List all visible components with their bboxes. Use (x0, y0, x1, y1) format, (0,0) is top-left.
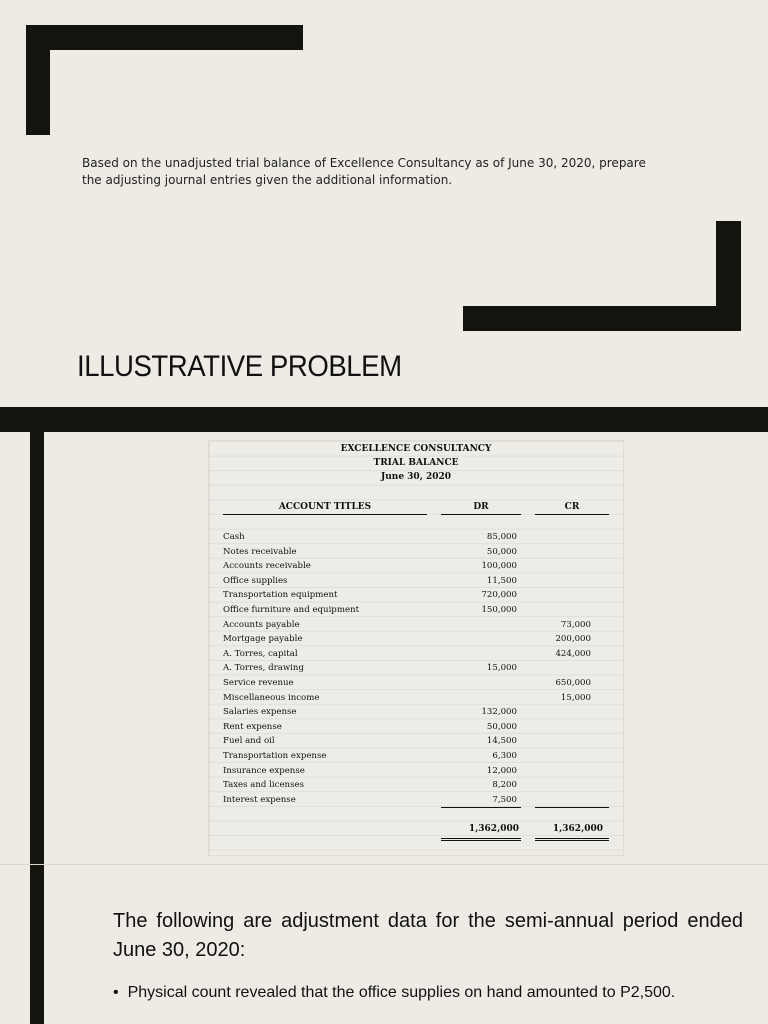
trial-balance-sheet (208, 440, 624, 856)
total-cr: 1,362,000 (552, 824, 603, 834)
debit-amount: 12,000 (486, 765, 517, 776)
table-row (223, 778, 609, 793)
cr-subtotal-rule (535, 807, 609, 808)
column-head-dr: DR (441, 502, 521, 515)
account-title: Insurance expense (223, 765, 305, 776)
intro-line-1: Based on the unadjusted trial balance of Excellence Consultancy as of June 30, 2020, prepare (82, 156, 646, 170)
credit-amount: 424,000 (555, 648, 591, 659)
cr-total-rule-1 (535, 838, 609, 839)
account-title: Notes receivable (223, 546, 297, 557)
table-row (223, 734, 609, 749)
account-title: Accounts payable (223, 619, 300, 630)
account-title: Transportation expense (223, 750, 327, 761)
account-title: Office supplies (223, 575, 288, 586)
cr-total-rule-2 (535, 840, 609, 841)
table-row (223, 764, 609, 779)
table-row (223, 720, 609, 735)
trial-balance-rows (223, 530, 609, 807)
table-row (223, 559, 609, 574)
account-title: Mortgage payable (223, 634, 303, 645)
debit-amount: 50,000 (486, 546, 517, 557)
table-row (223, 793, 609, 808)
debit-amount: 6,300 (492, 750, 517, 761)
debit-amount: 15,000 (486, 663, 517, 674)
account-title: Service revenue (223, 677, 294, 688)
total-dr: 1,362,000 (468, 824, 519, 834)
debit-amount: 132,000 (481, 707, 517, 718)
credit-amount: 200,000 (555, 634, 591, 645)
account-title: Interest expense (223, 794, 296, 805)
table-row (223, 705, 609, 720)
bullet-text: Physical count revealed that the office supplies on hand amounted to P2,500. (127, 984, 676, 1001)
credit-amount: 15,000 (560, 692, 591, 703)
table-row (223, 530, 609, 545)
slide-left-band (30, 407, 44, 1024)
table-row (223, 647, 609, 662)
adjustment-heading: The following are adjustment data for the semi-annual period ended June 30, 2020: (113, 910, 743, 961)
debit-amount: 85,000 (486, 532, 517, 542)
intro-text (82, 155, 682, 189)
dr-total-rule-2 (441, 840, 521, 841)
dr-total-rule-1 (441, 838, 521, 839)
credit-amount: 650,000 (555, 677, 591, 688)
account-title: A. Torres, drawing (223, 663, 304, 674)
account-title: Taxes and licenses (223, 780, 304, 791)
intro-line-2: the adjusting journal entries given the additional information. (82, 173, 453, 187)
table-row (223, 691, 609, 706)
debit-amount: 720,000 (481, 590, 517, 601)
account-title: Fuel and oil (223, 736, 275, 747)
table-row (223, 545, 609, 560)
statement-name: TRIAL BALANCE (373, 458, 459, 468)
table-row (223, 749, 609, 764)
slide-divider (0, 864, 768, 865)
table-row (223, 603, 609, 618)
frame-bar-top-left-v (26, 25, 50, 135)
account-title: A. Torres, capital (223, 648, 298, 659)
table-row (223, 661, 609, 676)
debit-amount: 150,000 (481, 604, 517, 615)
account-title: Accounts receivable (223, 561, 311, 572)
slide-title: ILLUSTRATIVE PROBLEM (77, 350, 402, 383)
debit-amount: 14,500 (486, 736, 517, 747)
account-title: Rent expense (223, 721, 282, 732)
debit-amount: 100,000 (481, 561, 517, 572)
column-head-cr: CR (535, 502, 609, 515)
account-title: Miscellaneous income (223, 692, 320, 703)
debit-amount: 50,000 (486, 721, 517, 732)
credit-amount: 73,000 (560, 619, 591, 630)
table-row (223, 618, 609, 633)
column-head-titles: ACCOUNT TITLES (223, 502, 427, 515)
frame-bar-right-h (463, 306, 741, 331)
bullet-dot: • (113, 984, 119, 1001)
bullet-item (113, 984, 675, 1002)
table-row (223, 588, 609, 603)
account-title: Office furniture and equipment (223, 604, 360, 615)
frame-bar-top-left-h (26, 25, 303, 50)
account-title: Salaries expense (223, 707, 297, 718)
debit-amount: 7,500 (492, 794, 517, 805)
table-row (223, 676, 609, 691)
debit-amount: 11,500 (486, 575, 517, 586)
table-row (223, 632, 609, 647)
statement-date: June 30, 2020 (380, 472, 452, 482)
debit-amount: 8,200 (492, 780, 517, 791)
table-row (223, 574, 609, 589)
slide-top-band (0, 407, 768, 432)
account-title: Cash (223, 532, 245, 542)
dr-subtotal-rule (441, 807, 521, 808)
account-title: Transportation equipment (223, 590, 338, 601)
company-name: EXCELLENCE CONSULTANCY (340, 444, 492, 454)
